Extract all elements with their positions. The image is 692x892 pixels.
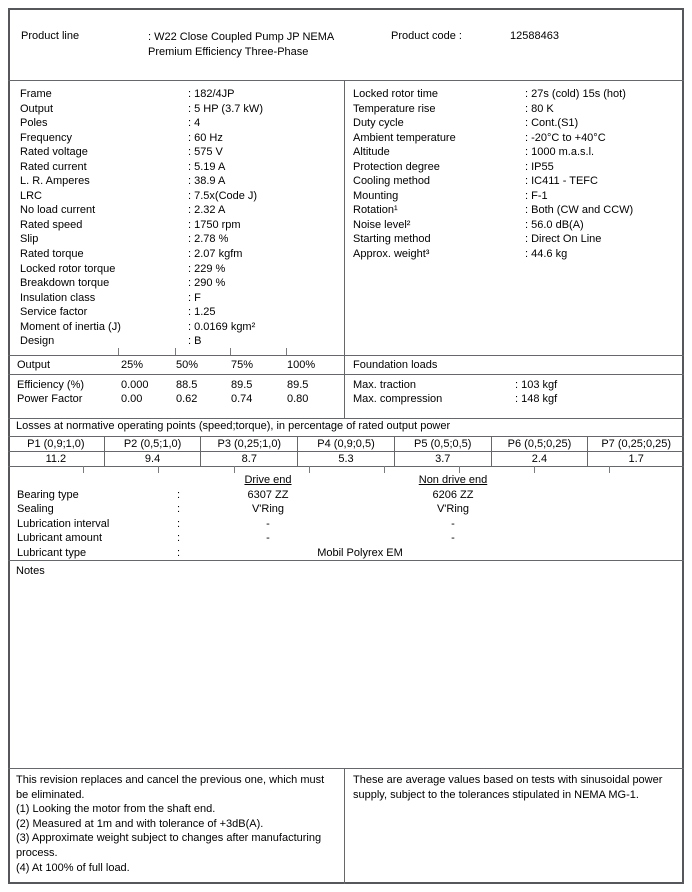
spec-row bbox=[20, 189, 340, 204]
specs-left-column bbox=[20, 87, 340, 349]
spec-label: Rotation¹ bbox=[353, 204, 398, 217]
bearing-drive-end-value: - bbox=[266, 532, 270, 544]
bearing-row bbox=[8, 502, 684, 517]
spec-label: Protection degree bbox=[353, 160, 440, 173]
spec-label: Slip bbox=[20, 233, 39, 246]
output-header-cell: 50% bbox=[176, 359, 199, 371]
divider bbox=[8, 355, 684, 356]
bearing-row-label: Lubricant amount bbox=[17, 532, 102, 544]
output-row-label: Power Factor bbox=[17, 393, 83, 405]
spec-row bbox=[20, 87, 340, 102]
bearings-header-row bbox=[8, 473, 684, 488]
spec-label: Frame bbox=[20, 88, 52, 100]
footer-note-line: These are average values based on tests with sinusoidal power supply, subject to the tolerances stipulated in NEMA MG-1. bbox=[353, 774, 663, 801]
colon: : bbox=[177, 488, 181, 501]
losses-header-cell: P7 (0,25;0,25) bbox=[587, 436, 684, 451]
spec-row bbox=[353, 145, 679, 160]
spec-value: : 80 K bbox=[525, 102, 554, 115]
losses-header-cell: P2 (0,5;1,0) bbox=[104, 436, 201, 451]
bearing-drive-end-value: 6307 ZZ bbox=[247, 488, 289, 501]
spec-value: : F bbox=[188, 291, 201, 304]
spec-value: : 5.19 A bbox=[188, 160, 226, 173]
losses-header-cell: P5 (0,5;0,5) bbox=[394, 436, 491, 451]
losses-value-cell: 11.2 bbox=[45, 453, 67, 465]
bearing-non-drive-end-value: - bbox=[451, 517, 455, 530]
losses-value-cell: 1.7 bbox=[587, 451, 684, 466]
spec-label: Starting method bbox=[353, 233, 431, 246]
divider bbox=[8, 436, 684, 437]
colon: : bbox=[177, 546, 181, 559]
losses-value-cell: 9.4 bbox=[104, 451, 201, 466]
product-code-value: 12588463 bbox=[510, 30, 559, 42]
spec-row bbox=[20, 320, 340, 335]
losses-value-cell: 8.7 bbox=[200, 451, 297, 466]
spec-label: Design bbox=[20, 335, 55, 348]
output-row-label: Efficiency (%) bbox=[17, 378, 85, 391]
footer-right-notes bbox=[353, 773, 668, 802]
losses-values-row bbox=[8, 451, 684, 466]
spec-row bbox=[20, 203, 340, 218]
spec-row bbox=[20, 131, 340, 146]
spec-value: : 229 % bbox=[188, 262, 226, 275]
spec-row bbox=[353, 131, 679, 146]
spec-row bbox=[20, 291, 340, 306]
output-value-cell: 0.80 bbox=[287, 393, 309, 405]
foundation-section bbox=[344, 355, 684, 418]
spec-label: Output bbox=[20, 102, 54, 115]
output-value-cell: 0.74 bbox=[231, 393, 253, 405]
divider bbox=[344, 80, 345, 418]
spec-row bbox=[353, 87, 679, 102]
spec-value: : 38.9 A bbox=[188, 175, 226, 188]
bearing-drive-end-value: V'Ring bbox=[251, 503, 285, 515]
spec-label: Cooling method bbox=[353, 175, 431, 188]
divider bbox=[8, 374, 684, 375]
spec-row bbox=[353, 116, 679, 131]
spec-label: Locked rotor torque bbox=[20, 262, 116, 275]
spec-value: : 290 % bbox=[188, 277, 226, 290]
foundation-row-label: Max. compression bbox=[353, 393, 443, 405]
footer-note-line: This revision replaces and cancel the previous one, which must be eliminated. bbox=[16, 774, 325, 801]
lubricant-type-row bbox=[8, 546, 684, 561]
specs-right-column bbox=[353, 87, 679, 262]
spec-label: Noise level² bbox=[353, 218, 411, 231]
footer-left-notes bbox=[16, 773, 336, 875]
lubricant-type-value: Mobil Polyrex EM bbox=[317, 546, 403, 559]
spec-value: : -20°C to +40°C bbox=[525, 131, 606, 144]
spec-row bbox=[20, 247, 340, 262]
spec-value: : 27s (cold) 15s (hot) bbox=[525, 88, 626, 100]
spec-row bbox=[353, 160, 679, 175]
grid-tick bbox=[384, 466, 385, 473]
spec-label: Moment of inertia (J) bbox=[20, 320, 121, 333]
spec-value: : F-1 bbox=[525, 189, 548, 202]
spec-value: : 4 bbox=[188, 117, 201, 130]
foundation-row-label: Max. traction bbox=[353, 378, 416, 391]
spec-value: : 7.5x(Code J) bbox=[188, 189, 258, 202]
notes-title: Notes bbox=[16, 565, 45, 577]
spec-row bbox=[353, 174, 679, 189]
grid-tick bbox=[175, 348, 176, 355]
grid-tick bbox=[230, 348, 231, 355]
spec-value: : 2.07 kgfm bbox=[188, 248, 243, 261]
spec-label: Insulation class bbox=[20, 291, 96, 304]
grid-tick bbox=[83, 466, 84, 473]
product-line-value: : W22 Close Coupled Pump JP NEMA Premium Efficiency Three-Phase bbox=[148, 31, 334, 58]
spec-label: Rated speed bbox=[20, 218, 83, 231]
output-value-cell: 89.5 bbox=[231, 378, 253, 391]
spec-row bbox=[353, 232, 679, 247]
spec-row bbox=[353, 203, 679, 218]
spec-value: : 575 V bbox=[188, 146, 223, 159]
spec-row bbox=[353, 102, 679, 117]
spec-value: : 2.32 A bbox=[188, 204, 226, 217]
output-value-cell: 0.62 bbox=[176, 393, 198, 405]
output-header-cell: 25% bbox=[121, 359, 144, 371]
foundation-title: Foundation loads bbox=[353, 359, 438, 371]
spec-value: : 56.0 dB(A) bbox=[525, 218, 584, 231]
losses-header-row bbox=[8, 436, 684, 451]
spec-value: : 0.0169 kgm² bbox=[188, 320, 256, 333]
bearing-row bbox=[8, 488, 684, 503]
bearing-non-drive-end-value: V'Ring bbox=[436, 503, 470, 515]
output-header-cell: 75% bbox=[231, 359, 254, 371]
bearing-non-drive-end-value: 6206 ZZ bbox=[432, 488, 474, 501]
spec-row bbox=[20, 305, 340, 320]
output-header-cell: 100% bbox=[287, 359, 316, 371]
spec-label: Rated torque bbox=[20, 248, 84, 261]
product-line-label: Product line bbox=[21, 30, 80, 42]
spec-label: Locked rotor time bbox=[353, 88, 438, 100]
spec-value: : B bbox=[188, 335, 202, 348]
divider bbox=[8, 768, 684, 769]
spec-label: Rated current bbox=[20, 160, 87, 173]
spec-row bbox=[20, 145, 340, 160]
spec-row bbox=[20, 160, 340, 175]
losses-title: Losses at normative operating points (speed;torque), in percentage of rated output power bbox=[16, 420, 451, 432]
output-header-cell: Output bbox=[17, 359, 51, 371]
divider bbox=[8, 560, 684, 561]
divider bbox=[8, 466, 684, 467]
footer-note-line: (1) Looking the motor from the shaft end. bbox=[16, 803, 216, 816]
output-value-cell: 88.5 bbox=[176, 378, 198, 391]
non-drive-end-header: Non drive end bbox=[418, 474, 488, 486]
spec-value: : Both (CW and CCW) bbox=[525, 204, 634, 217]
spec-row bbox=[20, 116, 340, 131]
spec-label: No load current bbox=[20, 204, 96, 217]
drive-end-header: Drive end bbox=[244, 474, 292, 486]
spec-label: Poles bbox=[20, 117, 48, 130]
spec-row bbox=[20, 276, 340, 291]
colon: : bbox=[177, 517, 181, 530]
spec-label: Service factor bbox=[20, 306, 88, 319]
divider bbox=[8, 80, 684, 81]
footer-note-line: (2) Measured at 1m and with tolerance of +3dB(A). bbox=[16, 817, 264, 830]
spec-label: L. R. Amperes bbox=[20, 175, 90, 188]
losses-header-cell: P4 (0,9;0,5) bbox=[297, 436, 394, 451]
losses-value-cell: 5.3 bbox=[297, 451, 394, 466]
spec-row bbox=[353, 247, 679, 262]
spec-value: : Cont.(S1) bbox=[525, 117, 579, 130]
grid-tick bbox=[609, 466, 610, 473]
spec-value: : 5 HP (3.7 kW) bbox=[188, 102, 263, 115]
spec-value: : 2.78 % bbox=[188, 233, 229, 246]
spec-row bbox=[20, 262, 340, 277]
spec-label: LRC bbox=[20, 189, 43, 202]
spec-row bbox=[353, 189, 679, 204]
bearing-non-drive-end-value: - bbox=[451, 532, 455, 544]
foundation-row-value: : 148 kgf bbox=[515, 393, 558, 405]
colon: : bbox=[177, 532, 181, 544]
grid-tick bbox=[309, 466, 310, 473]
bearing-row-label: Lubrication interval bbox=[17, 517, 110, 530]
spec-value: : IC411 - TEFC bbox=[525, 175, 598, 188]
colon: : bbox=[177, 503, 181, 515]
spec-row bbox=[20, 334, 340, 349]
spec-label: Ambient temperature bbox=[353, 131, 456, 144]
spec-label: Mounting bbox=[353, 189, 399, 202]
spec-row bbox=[20, 218, 340, 233]
spec-row bbox=[20, 232, 340, 247]
bearing-row-label: Bearing type bbox=[17, 488, 79, 501]
spec-value: : 44.6 kg bbox=[525, 248, 568, 261]
spec-value: : IP55 bbox=[525, 160, 554, 173]
spec-label: Duty cycle bbox=[353, 117, 404, 130]
product-code-label: Product code : bbox=[391, 30, 462, 42]
footer-note-line: (3) Approximate weight subject to changes after manufacturing process. bbox=[16, 832, 322, 859]
spec-value: : Direct On Line bbox=[525, 233, 602, 246]
bearing-drive-end-value: - bbox=[266, 517, 270, 530]
spec-row bbox=[20, 174, 340, 189]
footer-note-line: (4) At 100% of full load. bbox=[16, 861, 130, 874]
foundation-row-value: : 103 kgf bbox=[515, 378, 558, 391]
grid-tick bbox=[286, 348, 287, 355]
spec-value: : 1750 rpm bbox=[188, 218, 241, 231]
losses-header-cell: P1 (0,9;1,0) bbox=[27, 438, 85, 450]
losses-value-cell: 3.7 bbox=[394, 451, 491, 466]
grid-tick bbox=[234, 466, 235, 473]
bearing-row bbox=[8, 517, 684, 532]
output-value-cell: 0.000 bbox=[121, 378, 149, 391]
spec-label: Temperature rise bbox=[353, 102, 436, 115]
spec-label: Altitude bbox=[353, 146, 390, 159]
divider bbox=[8, 418, 684, 419]
spec-label: Rated voltage bbox=[20, 146, 88, 159]
spec-value: : 60 Hz bbox=[188, 131, 223, 144]
spec-value: : 182/4JP bbox=[188, 88, 235, 100]
grid-tick bbox=[459, 466, 460, 473]
divider bbox=[344, 768, 345, 884]
spec-value: : 1.25 bbox=[188, 306, 216, 319]
bearing-row-label: Sealing bbox=[17, 503, 54, 515]
losses-value-cell: 2.4 bbox=[491, 451, 588, 466]
output-section bbox=[8, 355, 344, 418]
spec-label: Breakdown torque bbox=[20, 277, 110, 290]
lubricant-type-label: Lubricant type bbox=[17, 546, 87, 559]
spec-label: Frequency bbox=[20, 131, 72, 144]
bearing-row bbox=[8, 531, 684, 546]
grid-tick bbox=[158, 466, 159, 473]
spec-label: Approx. weight³ bbox=[353, 248, 430, 261]
output-value-cell: 89.5 bbox=[287, 378, 309, 391]
losses-header-cell: P3 (0,25;1,0) bbox=[200, 436, 297, 451]
spec-row bbox=[353, 218, 679, 233]
spec-value: : 1000 m.a.s.l. bbox=[525, 146, 595, 159]
grid-tick bbox=[534, 466, 535, 473]
losses-header-cell: P6 (0,5;0,25) bbox=[491, 436, 588, 451]
spec-row bbox=[20, 102, 340, 117]
grid-tick bbox=[118, 348, 119, 355]
divider bbox=[8, 451, 684, 452]
output-value-cell: 0.00 bbox=[121, 393, 143, 405]
